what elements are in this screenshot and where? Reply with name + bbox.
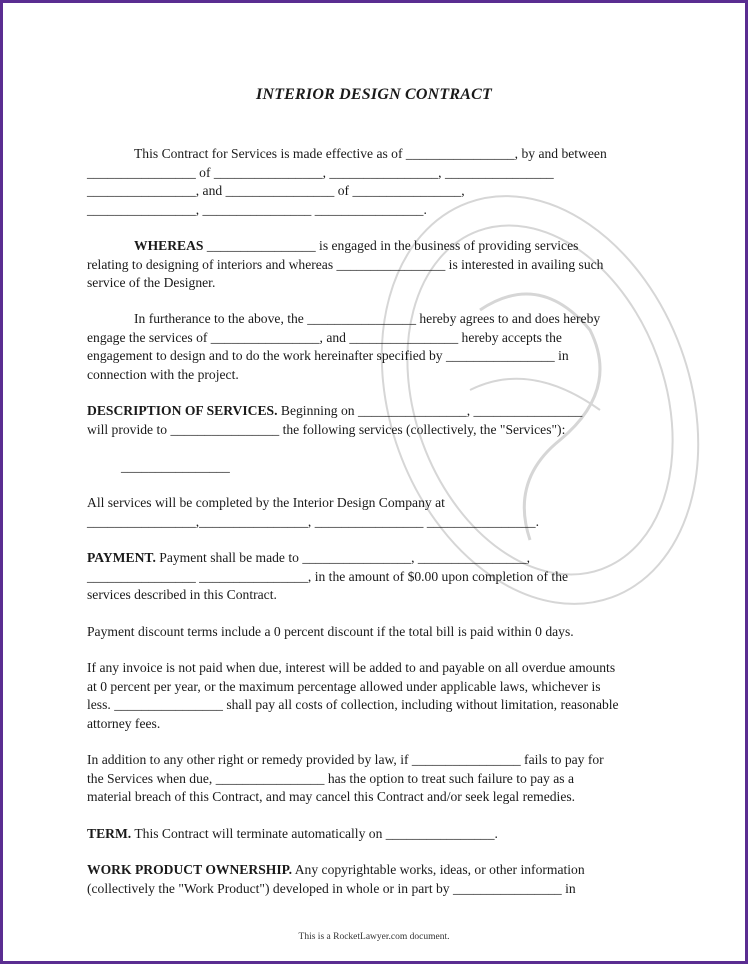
late-line: If any invoice is not paid when due, interest will be added to and payable on all overdue amounts: [87, 660, 616, 675]
payment-line: ________________ ________________, in the amount of $0.00 upon completion of the: [87, 568, 569, 584]
term-heading: TERM.: [87, 826, 132, 841]
description-heading: DESCRIPTION OF SERVICES.: [87, 403, 278, 418]
remedy-line: In addition to any other right or remedy provided by law, if ________________ fails to pay for: [87, 752, 604, 767]
whereas-paragraph: [87, 237, 662, 293]
whereas-label: WHEREAS: [134, 238, 204, 253]
ownership-text: Any copyrightable works, ideas, or other information: [292, 862, 585, 877]
furtherance-line: engagement to design and to do the work hereinafter specified by ________________ in: [87, 348, 569, 364]
footer-note: This is a RocketLawyer.com document.: [298, 932, 450, 942]
services-blank-line: ________________: [121, 459, 230, 474]
document-title: INTERIOR DESIGN CONTRACT: [256, 86, 492, 103]
description-line: will provide to ________________ the following services (collectively, the "Services"):: [87, 421, 566, 437]
discount-line: Payment discount terms include a 0 percent discount if the total bill is paid within 0 days.: [87, 624, 574, 639]
payment-section: [87, 549, 662, 605]
late-line: attorney fees.: [87, 715, 161, 731]
furtherance-line: In furtherance to the above, the ________________ hereby agrees to and does hereby: [134, 311, 601, 326]
payment-line: services described in this Contract.: [87, 587, 277, 603]
intro-line: This Contract for Services is made effective as of ________________, by and between: [134, 146, 607, 161]
completion-line: ________________,________________, ________________ ________________.: [87, 513, 539, 529]
late-line: at 0 percent per year, or the maximum percentage allowed under applicable laws, whichever is: [87, 678, 601, 694]
intro-paragraph: [87, 145, 662, 219]
ownership-line: (collectively the "Work Product") developed in whole or in part by ________________ in: [87, 880, 576, 896]
furtherance-line: connection with the project.: [87, 366, 239, 382]
term-text: This Contract will terminate automatically on ________________.: [131, 826, 498, 841]
services-blank: [121, 458, 696, 477]
completion-paragraph: [87, 494, 662, 531]
whereas-line: service of the Designer.: [87, 275, 216, 291]
description-section: [87, 402, 662, 439]
payment-text: Payment shall be made to ________________, ________________,: [155, 550, 531, 565]
intro-line: ________________ of ________________, ________________, ________________: [87, 164, 554, 180]
completion-line: All services will be completed by the Interior Design Company at: [87, 495, 445, 510]
remedy-paragraph: [87, 751, 662, 807]
furtherance-paragraph: [87, 310, 662, 384]
description-text: Beginning on ________________, ________________: [277, 403, 583, 418]
term-section: [87, 825, 662, 844]
furtherance-line: engage the services of ________________, and ________________ hereby accepts the: [87, 329, 562, 345]
discount-paragraph: [87, 623, 662, 642]
remedy-line: material breach of this Contract, and may cancel this Contract and/or seek legal remedies.: [87, 789, 576, 805]
whereas-text: ________________ is engaged in the business of providing services: [203, 238, 579, 253]
remedy-line: the Services when due, ________________ has the option to treat such failure to pay as a: [87, 770, 574, 786]
late-line: less. ________________ shall pay all costs of collection, including without limitation, reasonable: [87, 697, 619, 713]
whereas-line: relating to designing of interiors and whereas ________________ is interested in availing such: [87, 256, 604, 272]
payment-heading: PAYMENT.: [87, 550, 156, 565]
late-payment-paragraph: [87, 659, 662, 733]
ownership-section: [87, 861, 662, 898]
intro-line: ________________, and ________________ of ________________,: [87, 183, 465, 199]
ownership-heading: WORK PRODUCT OWNERSHIP.: [87, 862, 293, 877]
intro-line: ________________, ________________ ________________.: [87, 201, 427, 217]
